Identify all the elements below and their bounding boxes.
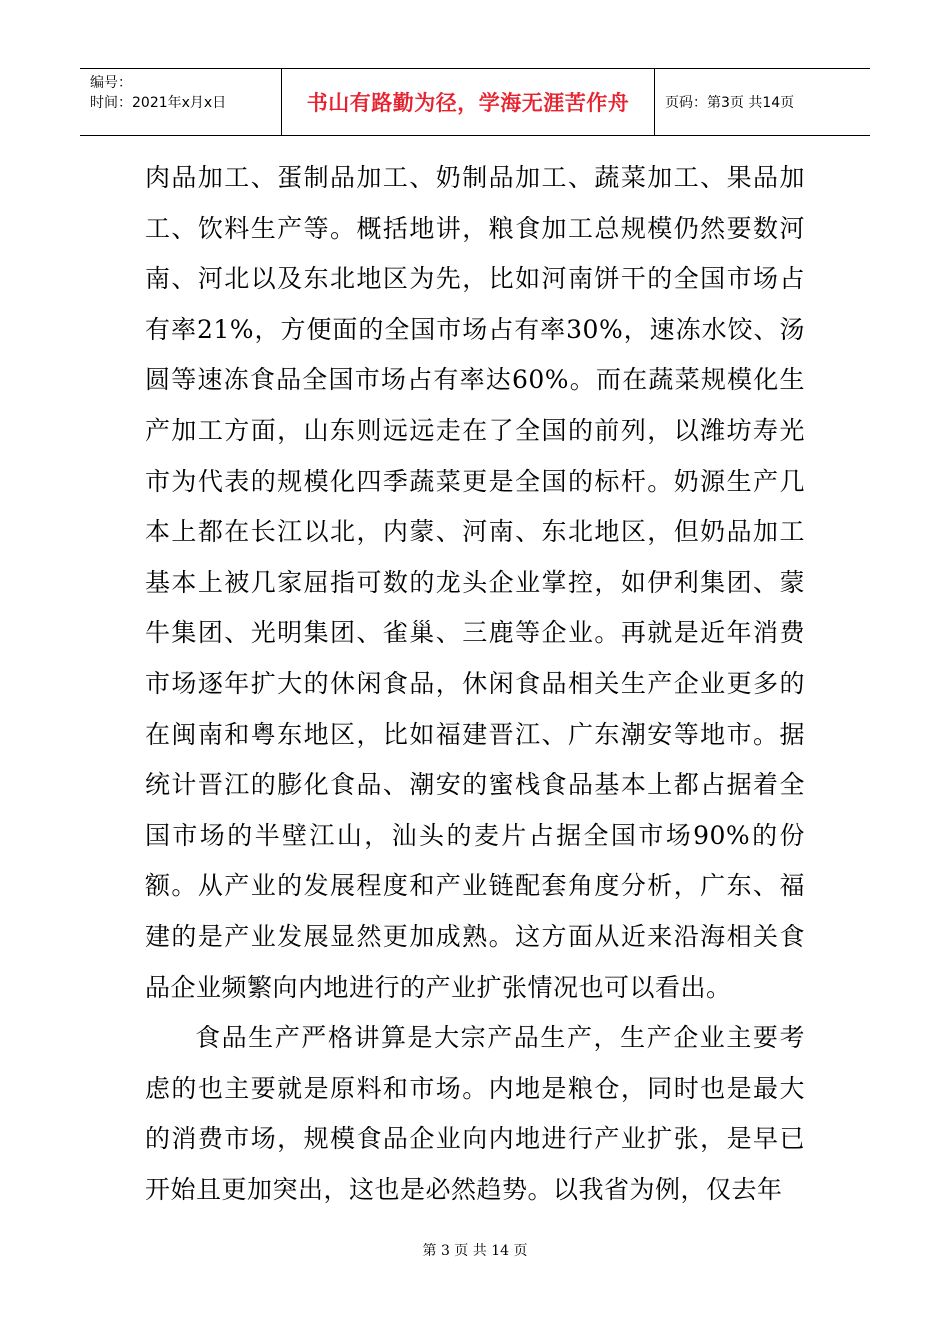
page-footer: 第 3 页 共 14 页	[422, 1243, 528, 1259]
paragraph-2: 食品生产严格讲算是大宗产品生产，生产企业主要考虑的也主要就是原料和市场。内地是粮仓，同时也是最大的消费市场，规模食品企业向内地进行产业扩张，是早已开始且更加突出，这也是必然趋势。以我省为例，仅去年	[145, 1023, 805, 1204]
paragraph-1: 肉品加工、蛋制品加工、奶制品加工、蔬菜加工、果品加工、饮料生产等。概括地讲，粮食加工总规模仍然要数河南、河北以及东北地区为先，比如河南饼干的全国市场占有率21%，方便面的全国市场占有率30%，速冻水饺、汤圆等速冻食品全国市场占有率达60%。而在蔬菜规模化生产加工方面，山东则远远走在了全国的前列，以潍坊寿光市为代表的规模化四季蔬菜更是全国的标杆。奶源生产几本上都在长江以北，内蒙、河南、东北地区，但奶品加工基本上被几家屈指可数的龙头企业掌控，如伊利集团、蒙牛集团、光明集团、雀巢、三鹿等企业。再就是近年消费市场逐年扩大的休闲食品，休闲食品相关生产企业更多的在闽南和粤东地区，比如福建晋江、广东潮安等地市。据统计晋江的膨化食品、潮安的蜜栈食品基本上都占据着全国市场的半壁江山，汕头的麦片占据全国市场90%的份额。从产业的发展程度和产业链配套角度分析，广东、福建的是产业发展显然更加成熟。这方面从近来沿海相关食品企业频繁向内地进行的产业扩张情况也可以看出。	[145, 163, 805, 1002]
page-header	[80, 68, 870, 136]
time-label: 时间：2021年x月x日	[90, 95, 227, 111]
document-body	[145, 153, 805, 1215]
serial-label: 编号：	[90, 75, 132, 91]
header-meta	[80, 69, 282, 135]
header-page-info: 页码：第3页 共14页	[665, 95, 795, 111]
header-motto: 书山有路勤为径，学海无涯苦作舟	[282, 69, 655, 135]
